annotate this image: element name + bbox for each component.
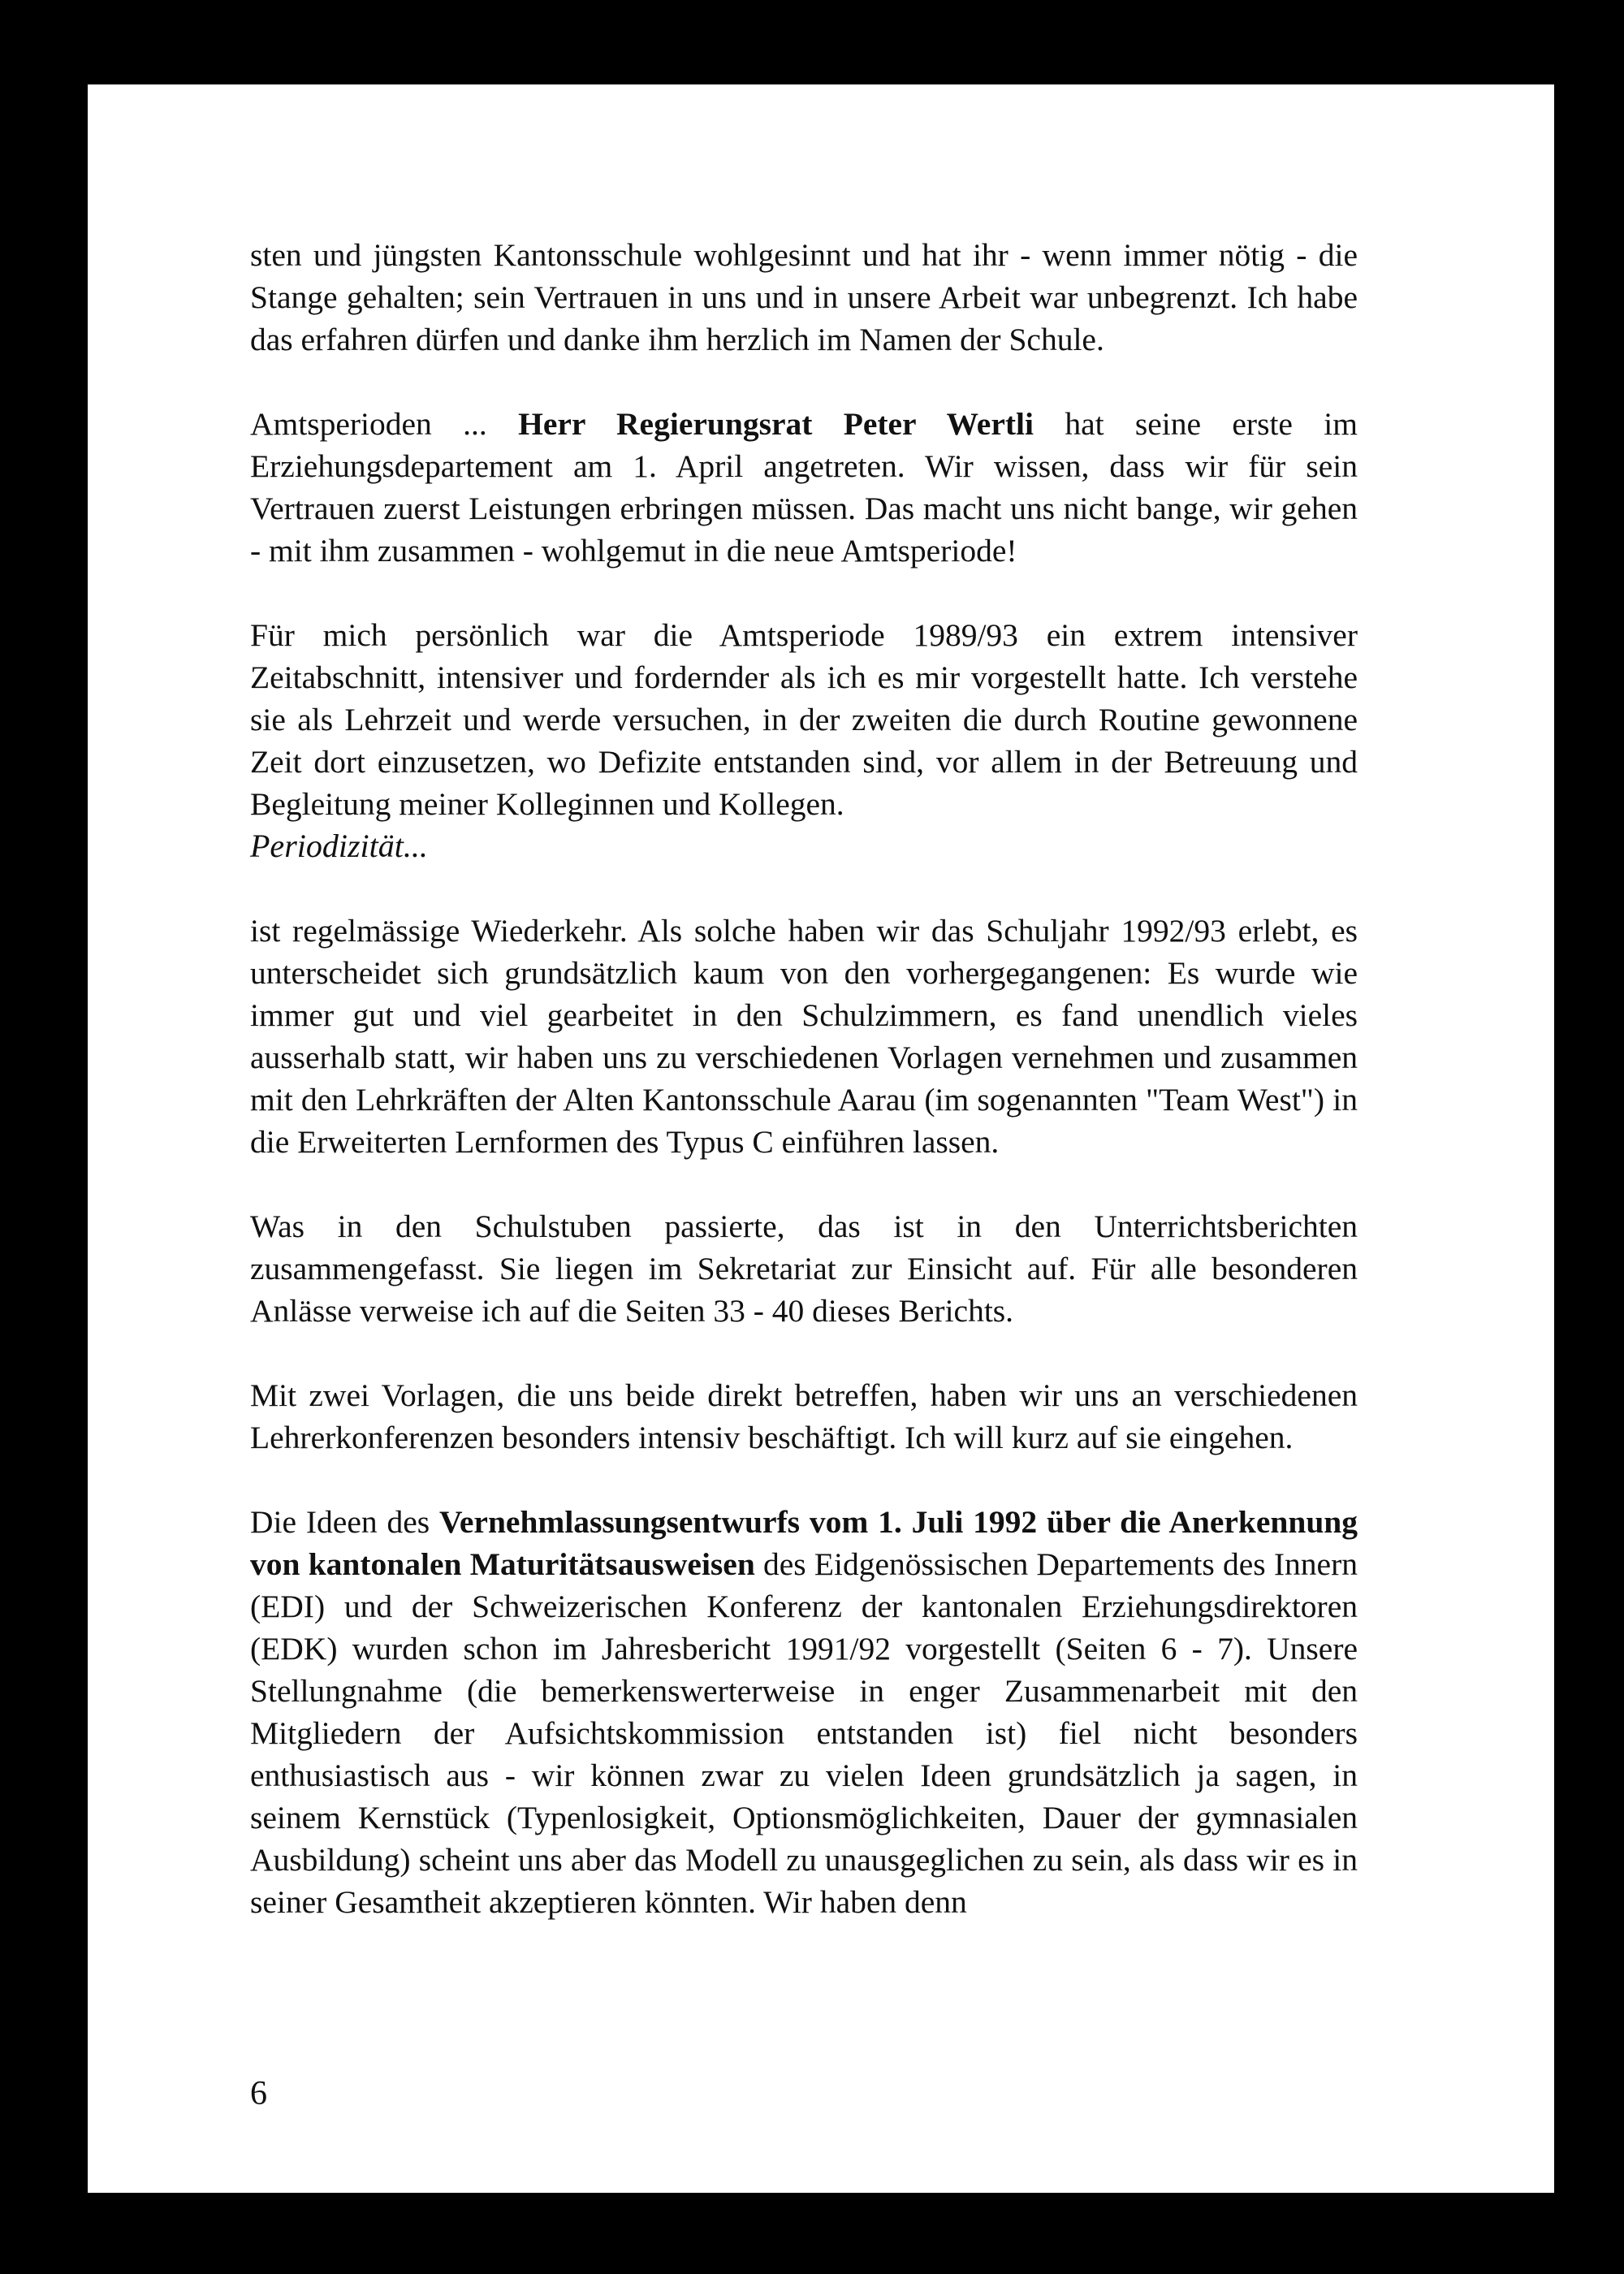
paragraph-text: ist regelmässige Wiederkehr. Als solche haben wir das Schuljahr 1992/93 erlebt, es unterscheidet sich grundsätzlich kaum von den vorhergegangenen: Es wurde wie immer gut und viel gearbeitet in den Schulzimmern, es fand unendlich vieles ausserhalb statt, wir haben uns zu verschiedenen Vorlagen vernehmen und zusammen mit den Lehrkräften der Alten Kantonsschule Aarau (im sogenannten "Team West") in die Erweiterten Lernformen des Typus C einführen lassen.	[250, 913, 1358, 1160]
paragraph-text: Amtsperioden ...	[250, 406, 519, 442]
page-number: 6	[250, 2075, 267, 2112]
paragraph-text: Mit zwei Vorlagen, die uns beide direkt betreffen, haben wir uns an verschiedenen Lehrerkonferenzen besonders intensiv beschäftigt. Ich will kurz auf sie eingehen.	[250, 1377, 1358, 1455]
paragraph	[250, 234, 1358, 361]
paragraph-text: Die Ideen des	[250, 1504, 439, 1540]
paragraph	[250, 910, 1358, 1163]
paragraph	[250, 614, 1358, 825]
paragraph-text: des Eidgenössischen Departements des Innern (EDI) und der Schweizerischen Konferenz der kantonalen Erziehungsdirektoren (EDK) wurden schon im Jahresbericht 1991/92 vorgestellt (Seiten 6 - 7). Unsere Stellungnahme (die bemerkenswerterweise in enger Zusammenarbeit mit den Mitgliedern der Aufsichtskommission entstanden ist) fiel nicht besonders enthusiastisch aus - wir können zwar zu vielen Ideen grundsätzlich ja sagen, in seinem Kernstück (Typenlosigkeit, Optionsmöglichkeiten, Dauer der gymnasialen Ausbildung) scheint uns aber das Modell zu unausgeglichen zu sein, als dass wir es in seiner Gesamtheit akzeptieren könnten. Wir haben denn	[250, 1546, 1358, 1920]
paragraph-text: Für mich persönlich war die Amtsperiode 1989/93 ein extrem intensiver Zeitabschnitt, intensiver und fordernder als ich es mir vorgestellt hatte. Ich verstehe sie als Lehrzeit und werde versuchen, in der zweiten die durch Routine gewonnene Zeit dort einzusetzen, wo Defizite entstanden sind, vor allem in der Betreuung und Begleitung meiner Kolleginnen und Kollegen.	[250, 617, 1358, 822]
paragraph-text: Was in den Schulstuben passierte, das ist in den Unterrichtsberichten zusammengefasst. Sie liegen im Sekretariat zur Einsicht auf. Für alle besonderen Anlässe verweise ich auf die Seiten 33 - 40 dieses Berichts.	[250, 1208, 1358, 1329]
paragraph	[250, 403, 1358, 572]
paragraph	[250, 1374, 1358, 1459]
body-text	[250, 234, 1358, 1923]
paragraph-text: sten und jüngsten Kantonsschule wohlgesinnt und hat ihr - wenn immer nötig - die Stange gehalten; sein Vertrauen in uns und in unsere Arbeit war unbegrenzt. Ich habe das erfahren dürfen und danke ihm herzlich im Namen der Schule.	[250, 237, 1358, 357]
paragraph	[250, 1205, 1358, 1332]
paragraph-text: hat seine erste im Erziehungsdepartement am 1. April angetreten. Wir wissen, dass wir für sein Vertrauen zuerst Leistungen erbringen müssen. Das macht uns nicht bange, wir gehen - mit ihm zusammen - wohlgemut in die neue Amtsperiode!	[250, 406, 1358, 568]
bold-title-emphasis: Vernehmlassungsentwurfs vom 1. Juli 1992 über die Anerkennung von kantonalen Maturitätsausweisen	[250, 1504, 1358, 1582]
paragraph	[250, 1501, 1358, 1923]
section-heading: Periodizität...	[250, 828, 428, 864]
bold-name-emphasis: Herr Regierungsrat Peter Wertli	[518, 406, 1034, 442]
document-page	[88, 84, 1554, 2193]
